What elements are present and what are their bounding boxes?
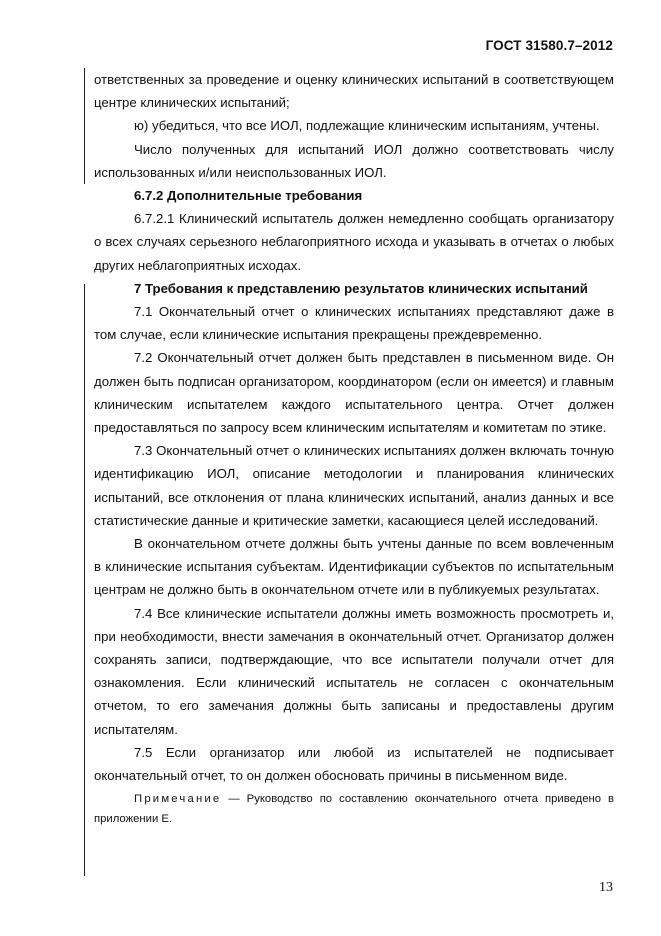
paragraph-71: 7.1 Окончательный отчет о клинических испытаниях представляют даже в том случае, если клинические испытания прекращены преждевременно.: [94, 304, 614, 343]
paragraph-continuation: ответственных за проведение и оценку клинических испытаний в соответствующем центре клинических испытаний;: [94, 72, 614, 111]
paragraph-73-subjects: В окончательном отчете должны быть учтены данные по всем вовлеченным в клинические испытания субъектам. Идентификации субъектов по испытательным центрам не должно быть в окончательном отчете или в публикуемых результатах.: [94, 536, 614, 598]
note: [94, 789, 614, 829]
subsection-heading-672: 6.7.2 Дополнительные требования: [134, 188, 363, 204]
document-body: [94, 68, 614, 841]
note-text: — Руководство по составлению окончательного отчета приведено в приложении Е.: [94, 793, 614, 826]
paragraph-72: 7.2 Окончательный отчет должен быть представлен в письменном виде. Он должен быть подписан организатором, координатором (если он имеется) и главным клиническим испытателем каждого испытательного центра. Отчет должен предоставляться по запросу всем клиническим испытателям и комитетам по этике.: [94, 350, 614, 436]
page-number: 13: [599, 880, 613, 895]
note-label: Примечание: [134, 793, 222, 806]
revision-bar-top: [84, 68, 85, 184]
page-header: ГОСТ 31580.7–2012: [485, 38, 613, 53]
paragraph-74: 7.4 Все клинические испытатели должны иметь возможность просмотреть и, при необходимости, внести замечания в окончательный отчет. Организатор должен сохранять записи, подтверждающие, что все испытатели получали отчет для ознакомления. Если клинический испытатель не согласен с окончательным отчетом, то его замечания должны быть записаны и предоставлены другим испытателям.: [94, 605, 614, 737]
paragraph-75: 7.5 Если организатор или любой из испытателей не подписывает окончательный отчет, то он должен обосновать причины в письменном виде.: [94, 744, 614, 784]
section-title-7: 7 Требования к представлению результатов клинических испытаний: [134, 280, 588, 296]
revision-bar-main: [84, 284, 85, 876]
paragraph-iol-count: Число полученных для испытаний ИОЛ должно соответствовать числу использованных и/или неиспользованных ИОЛ.: [94, 141, 614, 180]
paragraph-73: 7.3 Окончательный отчет о клинических испытаниях должен включать точную идентификацию ИОЛ, описание методологии и планирования клинических испытаний, все отклонения от плана клинических испытаний, анализ данных и все статистические данные и критические заметки, касающиеся целей исследований.: [94, 443, 614, 528]
paragraph-item-yu: ю) убедиться, что все ИОЛ, подлежащие клиническим испытаниям, учтены.: [134, 118, 600, 134]
paragraph-6721: 6.7.2.1 Клинический испытатель должен немедленно сообщать организатору о всех случаях серьезного неблагоприятного исхода и указывать в отчетах о любых других неблагоприятных исходах.: [94, 211, 614, 273]
